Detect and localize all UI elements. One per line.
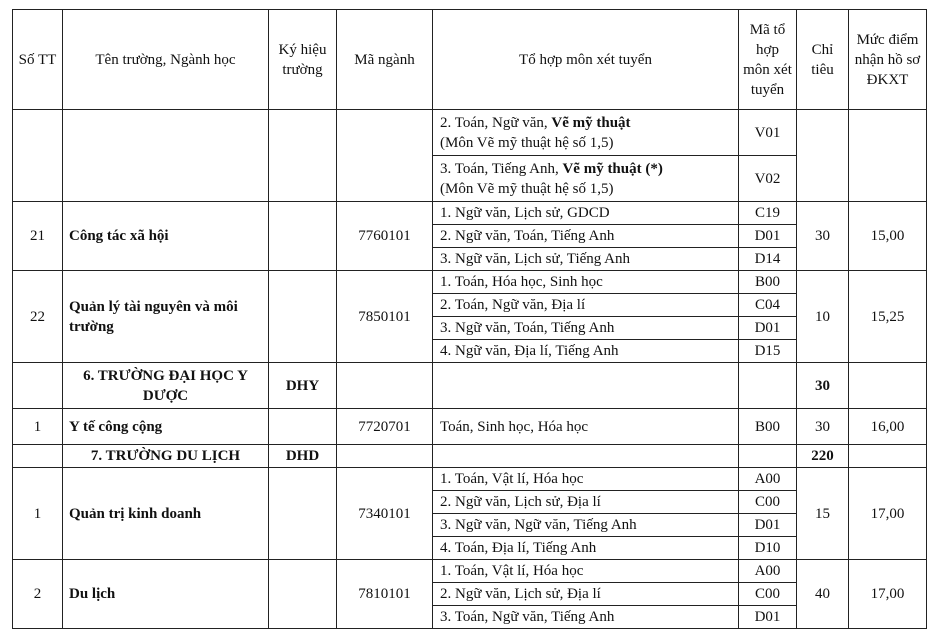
major-name: Y tế công cộng xyxy=(63,409,269,445)
school-code-cell: DHY xyxy=(269,363,337,409)
combo-cell: 3. Toán, Ngữ văn, Tiếng Anh xyxy=(433,606,739,629)
quota-cell: 30 xyxy=(797,363,849,409)
header-quota: Chỉ tiêu xyxy=(797,10,849,110)
combo-note: (Môn Vẽ mỹ thuật hệ số 1,5) xyxy=(440,180,614,197)
major-code-cell: 7810101 xyxy=(337,560,433,629)
school-row xyxy=(13,363,927,409)
combo-cell: Toán, Sinh học, Hóa học xyxy=(433,409,739,445)
major-code-cell: 7850101 xyxy=(337,271,433,363)
major-name: Quản lý tài nguyên và môi trường xyxy=(63,271,269,363)
score-cell: 17,00 xyxy=(849,560,927,629)
combo-code-cell: C00 xyxy=(739,491,797,514)
stt-cell: 1 xyxy=(13,409,63,445)
stt-cell xyxy=(13,363,63,409)
combo-cell: 2. Toán, Ngữ văn, Địa lí xyxy=(433,294,739,317)
header-major-code: Mã ngành xyxy=(337,10,433,110)
combo-cell xyxy=(433,156,739,202)
score-cell xyxy=(849,363,927,409)
score-cell xyxy=(849,110,927,202)
school-row xyxy=(13,445,927,468)
stt-cell: 22 xyxy=(13,271,63,363)
major-name: Quản trị kinh doanh xyxy=(63,468,269,560)
combo-code-cell: B00 xyxy=(739,409,797,445)
combo-cell: 1. Toán, Hóa học, Sinh học xyxy=(433,271,739,294)
header-stt: Số TT xyxy=(13,10,63,110)
combo-code-cell: A00 xyxy=(739,560,797,583)
combo-cell: 2. Ngữ văn, Toán, Tiếng Anh xyxy=(433,225,739,248)
combo-code-cell: D01 xyxy=(739,317,797,340)
combo-code-cell: D15 xyxy=(739,340,797,363)
table-row xyxy=(13,271,927,294)
school-code-cell xyxy=(269,271,337,363)
school-name: 6. TRƯỜNG ĐẠI HỌC Y DƯỢC xyxy=(63,363,269,409)
quota-cell: 40 xyxy=(797,560,849,629)
header-name: Tên trường, Ngành học xyxy=(63,10,269,110)
major-code-cell: 7720701 xyxy=(337,409,433,445)
major-code-cell: 7340101 xyxy=(337,468,433,560)
quota-cell: 30 xyxy=(797,409,849,445)
stt-cell: 2 xyxy=(13,560,63,629)
score-cell xyxy=(849,445,927,468)
table-row xyxy=(13,468,927,491)
combo-cell: 1. Toán, Vật lí, Hóa học xyxy=(433,468,739,491)
combo-code-cell: A00 xyxy=(739,468,797,491)
combo-text: 3. Toán, Tiếng Anh, xyxy=(440,160,563,177)
stt-cell xyxy=(13,445,63,468)
quota-cell: 220 xyxy=(797,445,849,468)
combo-code-cell: D01 xyxy=(739,225,797,248)
score-cell: 16,00 xyxy=(849,409,927,445)
score-cell: 15,25 xyxy=(849,271,927,363)
combo-code-cell: C19 xyxy=(739,202,797,225)
table-row xyxy=(13,409,927,445)
combo-code-cell: B00 xyxy=(739,271,797,294)
combo-code-cell: D01 xyxy=(739,606,797,629)
major-code-cell: 7760101 xyxy=(337,202,433,271)
table-row xyxy=(13,560,927,583)
school-code-cell xyxy=(269,409,337,445)
combo-bold: Vẽ mỹ thuật (*) xyxy=(562,160,663,177)
combo-cell: 3. Ngữ văn, Lịch sử, Tiếng Anh xyxy=(433,248,739,271)
school-code-cell xyxy=(269,202,337,271)
combo-cell: 2. Ngữ văn, Lịch sử, Địa lí xyxy=(433,583,739,606)
quota-cell: 10 xyxy=(797,271,849,363)
school-name: 7. TRƯỜNG DU LỊCH xyxy=(63,445,269,468)
combo-code-cell: V01 xyxy=(739,110,797,156)
school-code-cell xyxy=(269,468,337,560)
score-cell: 15,00 xyxy=(849,202,927,271)
table-row xyxy=(13,202,927,225)
combo-cell: 1. Toán, Vật lí, Hóa học xyxy=(433,560,739,583)
combo-code-cell: V02 xyxy=(739,156,797,202)
combo-code-cell: C00 xyxy=(739,583,797,606)
header-row xyxy=(13,10,927,110)
stt-cell: 21 xyxy=(13,202,63,271)
combo-cell: 2. Ngữ văn, Lịch sử, Địa lí xyxy=(433,491,739,514)
combo-code-cell: D14 xyxy=(739,248,797,271)
major-name: Du lịch xyxy=(63,560,269,629)
quota-cell xyxy=(797,110,849,202)
combo-cell: 3. Ngữ văn, Ngữ văn, Tiếng Anh xyxy=(433,514,739,537)
combo-cell xyxy=(433,110,739,156)
stt-cell xyxy=(13,110,63,202)
major-code-cell xyxy=(337,445,433,468)
combo-cell: 3. Ngữ văn, Toán, Tiếng Anh xyxy=(433,317,739,340)
combo-text: 2. Toán, Ngữ văn, xyxy=(440,114,552,131)
stt-cell: 1 xyxy=(13,468,63,560)
combo-code-cell: D01 xyxy=(739,514,797,537)
combo-cell: 4. Ngữ văn, Địa lí, Tiếng Anh xyxy=(433,340,739,363)
combo-cell xyxy=(433,363,739,409)
combo-code-cell xyxy=(739,445,797,468)
major-name: Công tác xã hội xyxy=(63,202,269,271)
admission-table xyxy=(12,9,927,629)
score-cell: 17,00 xyxy=(849,468,927,560)
name-cell xyxy=(63,110,269,202)
quota-cell: 30 xyxy=(797,202,849,271)
combo-cell: 4. Toán, Địa lí, Tiếng Anh xyxy=(433,537,739,560)
combo-code-cell: D10 xyxy=(739,537,797,560)
combo-note: (Môn Vẽ mỹ thuật hệ số 1,5) xyxy=(440,134,614,151)
quota-cell: 15 xyxy=(797,468,849,560)
combo-cell xyxy=(433,445,739,468)
combo-bold: Vẽ mỹ thuật xyxy=(551,114,631,131)
combo-code-cell xyxy=(739,363,797,409)
combo-cell: 1. Ngữ văn, Lịch sử, GDCD xyxy=(433,202,739,225)
combo-code-cell: C04 xyxy=(739,294,797,317)
header-combo-code: Mã tổ hợp môn xét tuyển xyxy=(739,10,797,110)
major-code-cell xyxy=(337,363,433,409)
school-code-cell xyxy=(269,560,337,629)
header-school-code: Ký hiệu trường xyxy=(269,10,337,110)
table-row xyxy=(13,110,927,156)
school-code-cell xyxy=(269,110,337,202)
header-score: Mức điểm nhận hồ sơ ĐKXT xyxy=(849,10,927,110)
school-code-cell: DHD xyxy=(269,445,337,468)
header-combo: Tổ hợp môn xét tuyển xyxy=(433,10,739,110)
major-code-cell xyxy=(337,110,433,202)
